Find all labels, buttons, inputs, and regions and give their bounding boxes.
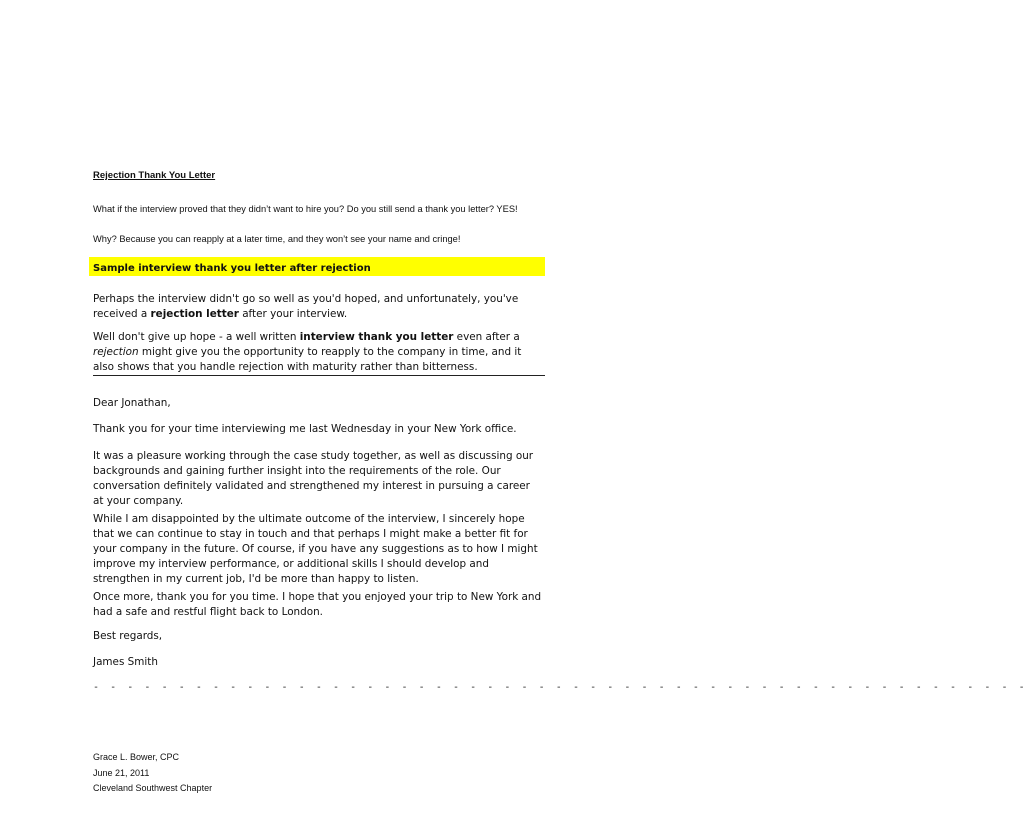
para2-text-end: might give you the opportunity to reapply to the company in time, and it also shows that you handle rejection with maturity rather than bitterness. [93, 346, 522, 373]
letter-paragraph-3: While I am disappointed by the ultimate outcome of the interview, I sincerely hope that we can continue to stay in touch and that perhaps I might make a better fit for your company in the future. Of course, if you have any suggestions as to how I might improve my interview performance, or additional skills I should develop and strengthen in my current job, I'd be more than happy to listen. [93, 513, 538, 585]
rejection-letter-bold: rejection letter [150, 308, 239, 320]
para1-text-end: after your interview. [238, 308, 348, 320]
para2-text-mid: even after a [453, 331, 520, 343]
letter-paragraph-2: It was a pleasure working through the case study together, as well as discussing our backgrounds and gaining further insight into the requirements of the role. Our conversation definitely validated and strengthened my interest in pursuing a career at your company. [93, 450, 534, 507]
interview-thank-you-letter-bold: interview thank you letter [299, 331, 454, 343]
dashed-separator: - - - - - - - - - - - - - - - - - - - - - - - - - - - - - - - - - - - - - - - - - - - - - - - - - - - - - - - [93, 682, 1027, 693]
footer-date: June 21, 2011 [93, 767, 150, 778]
letter-paragraph-1: Thank you for your time interviewing me last Wednesday in your New York office. [93, 423, 517, 435]
intro-why: Why? Because you can reapply at a later time, and they won’t see your name and cringe! [93, 234, 461, 244]
para2-text: Well don't give up hope - a well written [93, 331, 300, 343]
sample-heading: Sample interview thank you letter after rejection [93, 263, 371, 274]
letter-closing: Best regards, [93, 630, 163, 642]
letter-paragraph-4: Once more, thank you for you time. I hope that you enjoyed your trip to New York and had a safe and restful flight back to London. [93, 591, 542, 618]
horizontal-rule [93, 375, 545, 376]
document-title: Rejection Thank You Letter [93, 170, 216, 181]
footer-block [93, 750, 212, 797]
paragraph-dont-give-up [93, 330, 543, 375]
letter-signature: James Smith [93, 656, 158, 668]
paragraph-perhaps [93, 292, 543, 322]
intro-question: What if the interview proved that they didn’t want to hire you? Do you still send a thank you letter? YES! [93, 204, 518, 214]
footer-name: Grace L. Bower, CPC [93, 752, 180, 762]
footer-org: Cleveland Southwest Chapter [93, 783, 213, 793]
para1-text: Perhaps the interview didn't go so well as you'd hoped, and unfortunately, you've received a [93, 293, 519, 320]
letter-greeting: Dear Jonathan, [93, 397, 171, 409]
rejection-italic: rejection [93, 346, 139, 358]
